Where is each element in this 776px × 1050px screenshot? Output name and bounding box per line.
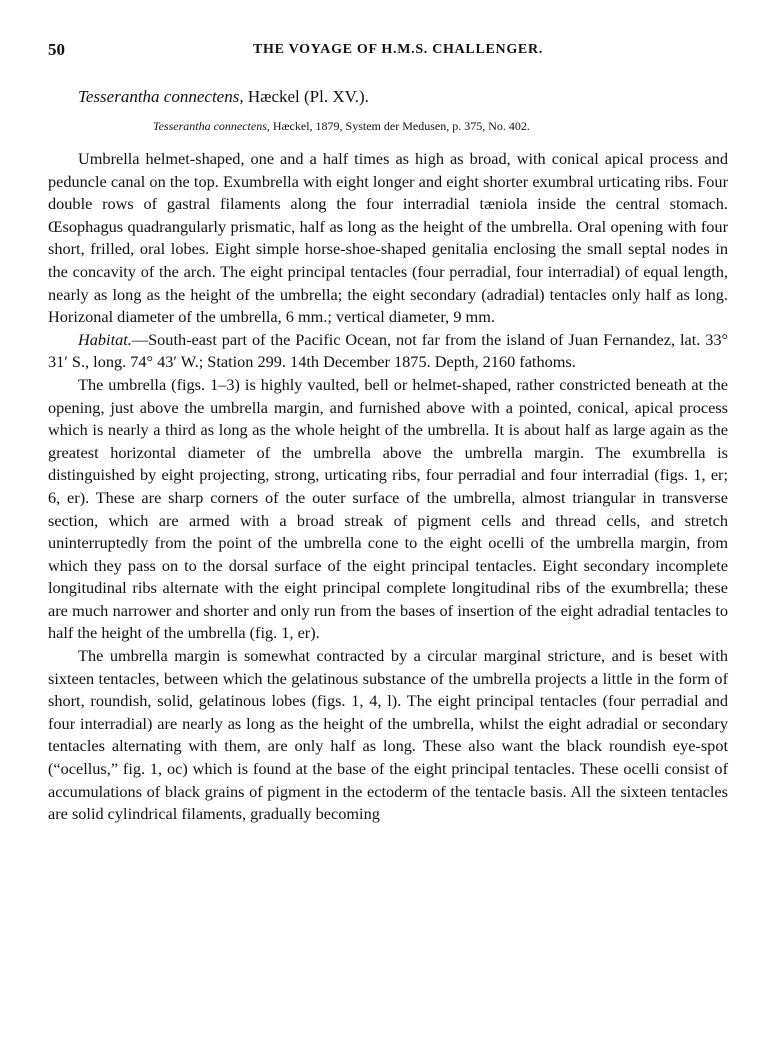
page-number: 50 xyxy=(48,40,65,59)
paragraph-lead: Habitat. xyxy=(78,329,132,349)
paragraph-text: Umbrella helmet-shaped, one and a half times as high as broad, with conical apical process and peduncle canal on the top. Exumbrella with eight longer and eight shorter exumbral urticating ribs. Four double rows of gastral filaments along the four interradial tæniola inside the central stomach. Œsophagus quadrangularly prismatic, half as long as the height of the umbrella. Oral opening with four short, frilled, oral lobes. Eight simple horse-shoe-shaped genitalia enclosing the small septal nodes in the concavity of the arch. The eight principal tentacles (four perradial, four interradial) of equal length, nearly as long as the height of the umbrella; the eight secondary (adradial) tentacles only half as long. Horizonal diameter of the umbrella, 6 mm.; vertical diameter, 9 mm. xyxy=(48,149,728,327)
page-header xyxy=(48,40,728,66)
paragraph-habitat xyxy=(48,329,728,374)
paragraph-text: —South-east part of the Pacific Ocean, not far from the island of Juan Fernandez, lat. 33° 31′ S., long. 74° 43′ W.; Station 299. 14th December 1875. Depth, 2160 fathoms. xyxy=(48,329,728,372)
paragraph-umbrella xyxy=(48,374,728,645)
document-page xyxy=(48,40,728,826)
paragraph-text: The umbrella margin is somewhat contracted by a circular marginal stricture, and is beset with sixteen tentacles, between which the gelatinous substance of the umbrella projects a little in the form of short, roundish, solid, gelatinous lobes (figs. 1, 4, l). The eight principal tentacles (four perradial and four interradial) are nearly as long as the height of the umbrella, whilst the eight adradial or secondary tentacles alternating with them, are only half as long. These also want the black roundish eye-spot (“ocellus,” fig. 1, oc) which is found at the base of the eight principal tentacles. These ocelli consist of accumulations of black grains of pigment in the ectoderm of the tentacle basis. All the sixteen tentacles are solid cylindrical filaments, gradually becoming xyxy=(48,646,728,824)
paragraph-text: The umbrella (figs. 1–3) is highly vaulted, bell or helmet-shaped, rather constricted beneath at the opening, just above the umbrella margin, and furnished above with a pointed, conical, apical process which is nearly a third as long as the whole height of the umbrella. It is about half as large again as the greatest horizontal diameter of the umbrella above the umbrella margin. The exumbrella is distinguished by eight projecting, strong, urticating ribs, four perradial and four interradial (figs. 1, er; 6, er). These are sharp corners of the outer surface of the umbrella, almost triangular in transverse section, which are armed with a broad streak of pigment cells and thread cells, and stretch uninterruptedly from the point of the umbrella cone to the eight ocelli of the umbrella margin, from which they pass on to the dorsal surface of the eight principal tentacles. Eight secondary incomplete longitudinal ribs alternate with the eight principal complete longitudinal ribs of the exumbrella; these are much narrower and shorter and only run from the bases of insertion of the eight adradial tentacles to half the height of the umbrella (fig. 1, er). xyxy=(48,374,728,643)
paragraph-diagnosis xyxy=(48,148,728,329)
running-head: THE VOYAGE OF H.M.S. CHALLENGER. xyxy=(253,42,543,57)
citation-name: Tesserantha connectens, xyxy=(153,119,270,133)
species-author: Hæckel (Pl. XV.). xyxy=(243,87,369,106)
species-name: Tesserantha connectens, xyxy=(78,87,244,106)
body-text xyxy=(48,148,728,826)
paragraph-umbrella-margin xyxy=(48,645,728,826)
species-heading xyxy=(48,86,728,108)
citation-text: Hæckel, 1879, System der Medusen, p. 375, No. 402. xyxy=(269,119,530,133)
synonymy-citation xyxy=(48,118,728,134)
